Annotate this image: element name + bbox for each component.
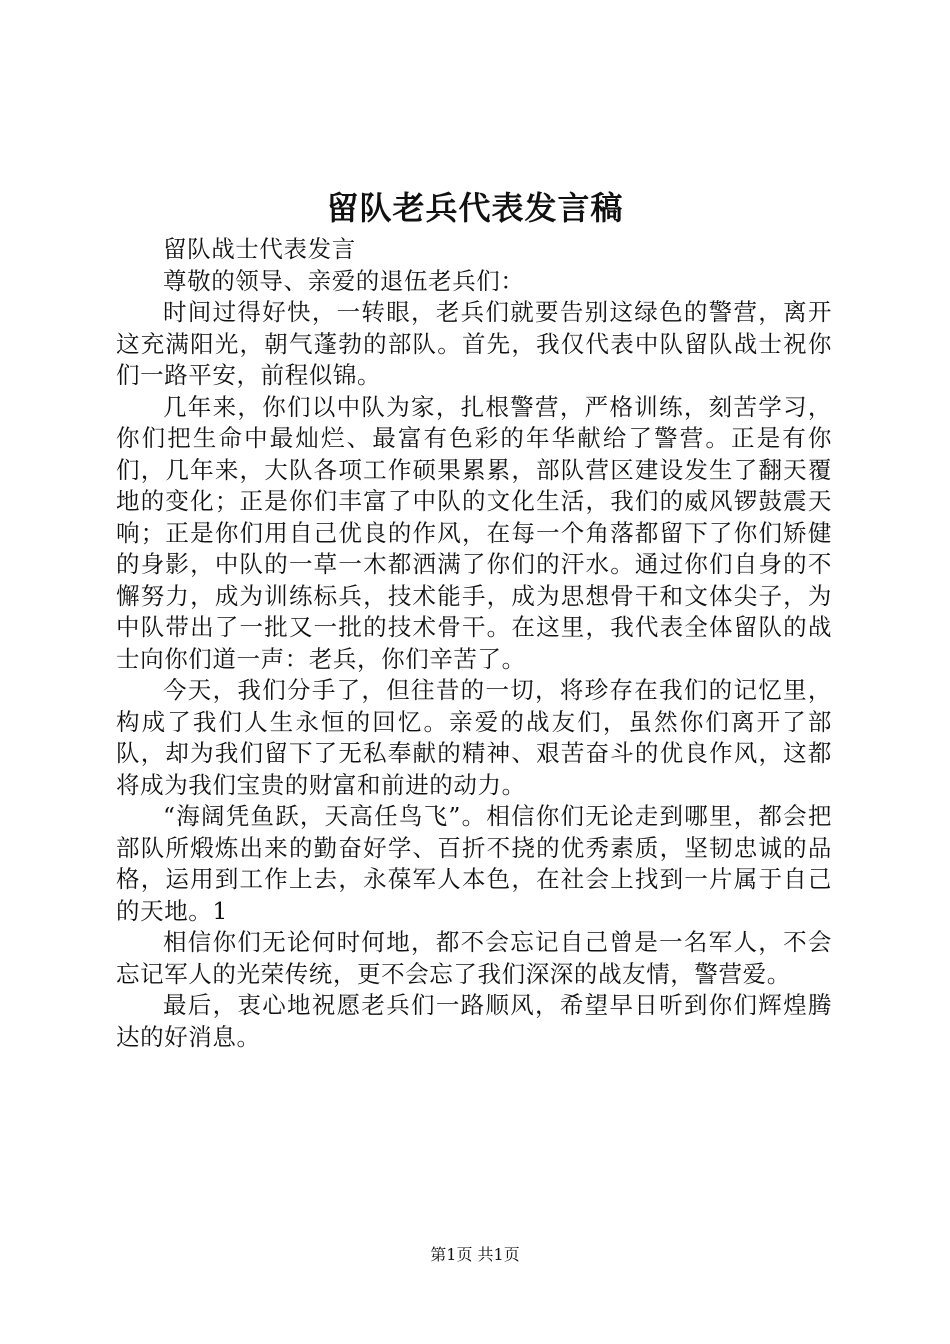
document-body <box>116 234 832 1053</box>
paragraph-closing: 最后，衷心地祝愿老兵们一路顺风，希望早日听到你们辉煌腾达的好消息。 <box>116 991 832 1051</box>
paragraph: 时间过得好快，一转眼，老兵们就要告别这绿色的警营，离开这充满阳光，朝气蓬勃的部队。首先，我仅代表中队留队战士祝你们一路平安，前程似锦。 <box>116 298 832 389</box>
paragraph-salutation: 尊敬的领导、亲爱的退伍老兵们： <box>163 266 525 295</box>
page-footer: 第1页 共1页 <box>430 1245 520 1264</box>
paragraph: 几年来，你们以中队为家，扎根警营，严格训练，刻苦学习，你们把生命中最灿烂、最富有色彩的年华献给了警营。正是有你们，几年来，大队各项工作硕果累累，部队营区建设发生了翻天覆地的变化；正是你们丰富了中队的文化生活，我们的威风锣鼓震天响；正是你们用自己优良的作风，在每一个角落都留下了你们矫健的身影，中队的一草一木都洒满了你们的汗水。通过你们自身的不懈努力，成为训练标兵，技术能手，成为思想骨干和文体尖子，为中队带出了一批又一批的技术骨干。在这里，我代表全体留队的战士向你们道一声：老兵，你们辛苦了。 <box>116 392 832 673</box>
paragraph: 相信你们无论何时何地，都不会忘记自己曾是一名军人，不会忘记军人的光荣传统，更不会忘了我们深深的战友情，警营爱。 <box>116 928 832 988</box>
paragraph: “海阔凭鱼跃，天高任鸟飞”。相信你们无论走到哪里，都会把部队所煅炼出来的勤奋好学、百折不挠的优秀素质，坚韧忠诚的品格，运用到工作上去，永葆军人本色，在社会上找到一片属于自己的天地。1 <box>116 802 832 925</box>
document-title: 留队老兵代表发言稿 <box>326 189 624 227</box>
paragraph: 今天，我们分手了，但往昔的一切，将珍存在我们的记忆里，构成了我们人生永恒的回忆。亲爱的战友们，虽然你们离开了部队，却为我们留下了无私奉献的精神、艰苦奋斗的优良作风，这都将成为我们宝贵的财富和前进的动力。 <box>116 676 832 799</box>
paragraph-subtitle: 留队战士代表发言 <box>163 235 356 263</box>
